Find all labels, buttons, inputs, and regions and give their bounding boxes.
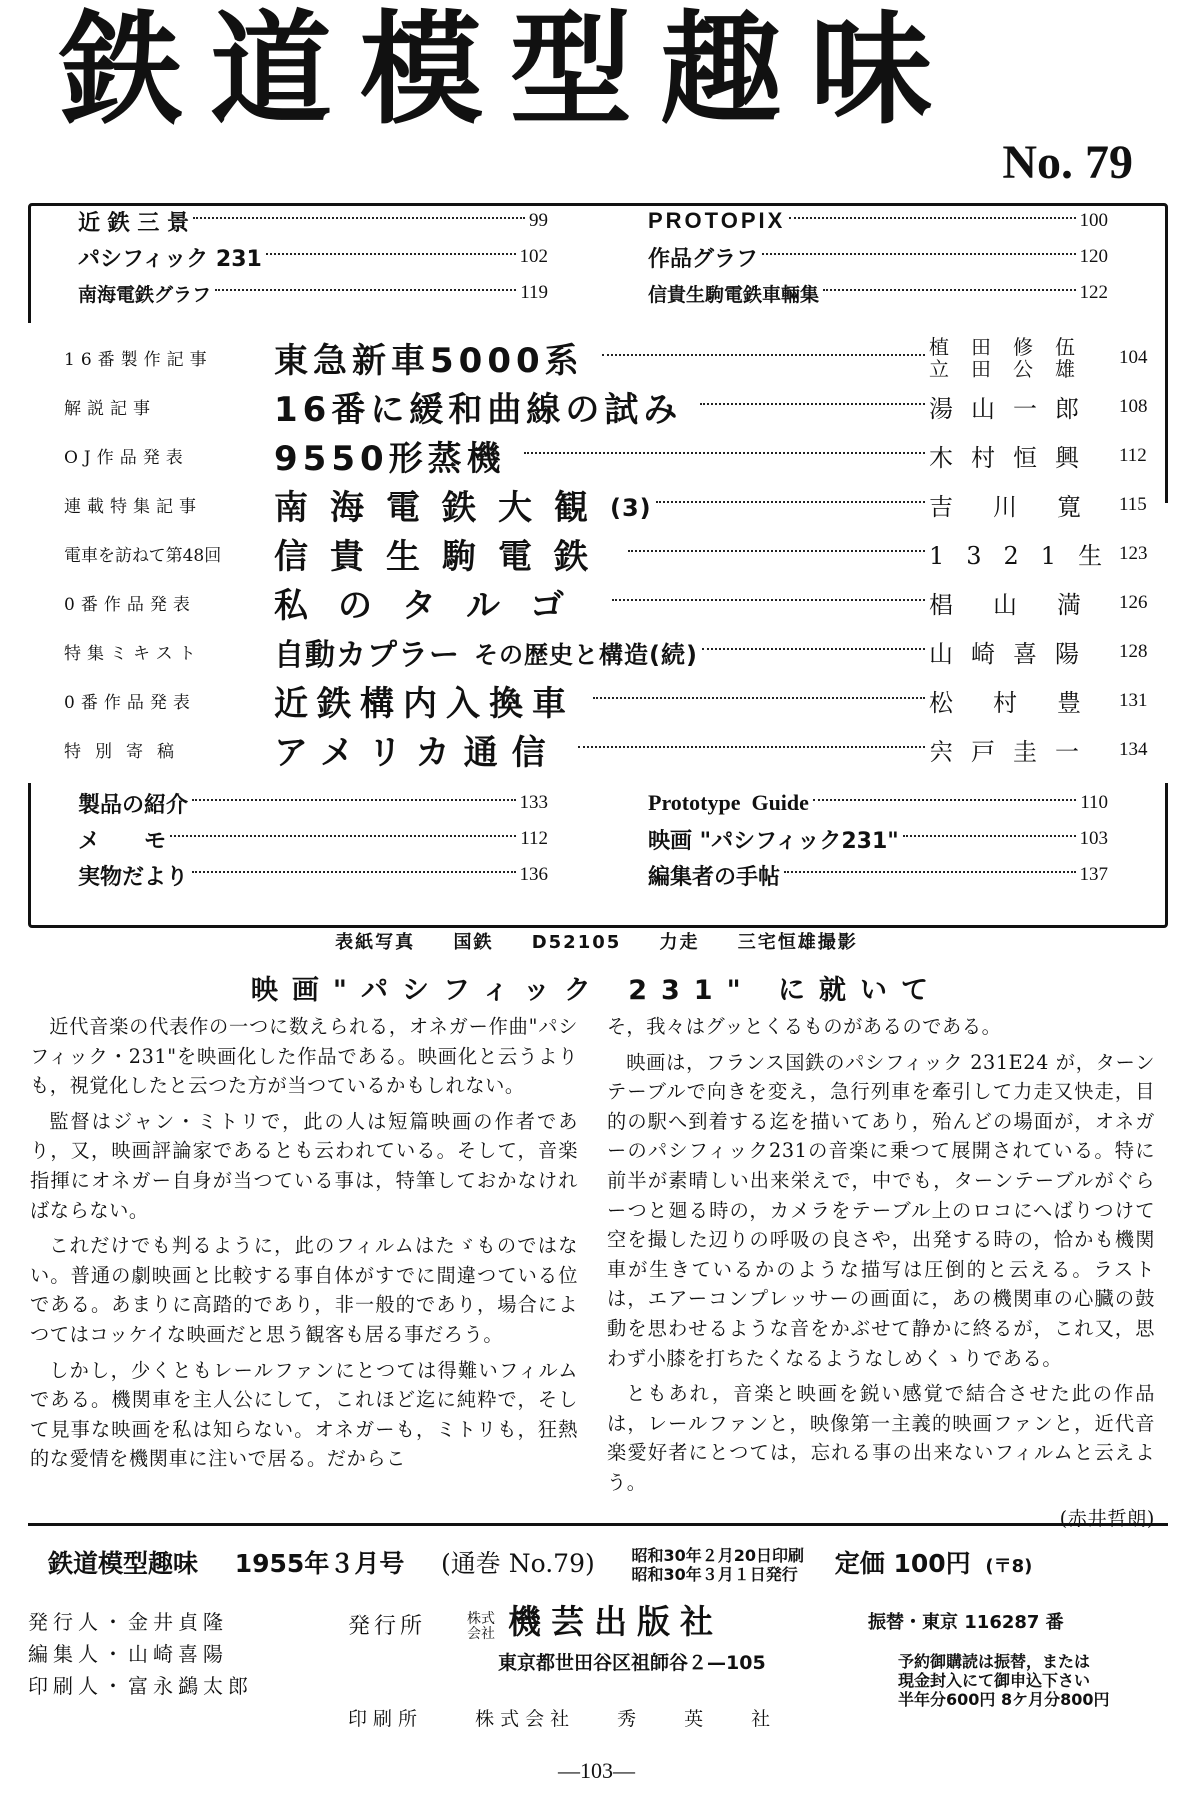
feature-page: 126 (1119, 591, 1148, 613)
dot-leader (813, 799, 1076, 801)
feature-category: 電車を訪ねて第48回 (64, 546, 222, 566)
dot-leader (628, 550, 925, 552)
dot-leader (215, 289, 516, 291)
feature-row (34, 725, 1174, 774)
feature-row (34, 480, 1174, 529)
article-column-left (30, 1012, 578, 1512)
toc-entry (78, 860, 548, 891)
article-title: 映画"パシフィック 231" に就いて (250, 975, 943, 1006)
toc-title: Prototype Guide (648, 790, 809, 815)
subscription-line: 半年分600円 8ケ月分800円 (898, 1690, 1110, 1709)
contents-bottom-block (78, 785, 1138, 893)
feature-category: 0番作品発表 (64, 595, 196, 615)
feature-row (34, 529, 1174, 578)
dot-leader (602, 354, 925, 356)
printer-name: 株式会社 秀 英 社 (475, 1708, 777, 1730)
article-paragraph: 監督はジャン・ミトリで，此の人は短篇映画の作者であり，又，映画評論家であるとも云われている。そして，音楽指揮にオネガー自身が当つている事は，特筆しておかなければならない。 (30, 1109, 578, 1222)
feature-title: 南海電鉄大観 (274, 488, 610, 528)
feature-page: 104 (1119, 346, 1148, 368)
feature-row (34, 676, 1174, 725)
feature-category: 解説記事 (64, 399, 156, 419)
feature-subtitle: (3) (610, 493, 652, 522)
dot-leader (593, 697, 925, 699)
publisher-label: 発行所 (348, 1614, 427, 1639)
toc-page: 119 (520, 282, 548, 303)
feature-page: 108 (1119, 395, 1148, 417)
toc-entry (78, 824, 548, 855)
feature-title: アメリカ通信 (274, 733, 560, 773)
toc-title: 映画 "パシフィック231" (648, 828, 899, 854)
subscription-line: 現金封入にて御申込下さい (898, 1671, 1091, 1690)
feature-page: 115 (1119, 493, 1147, 515)
article-paragraph: 映画は，フランス国鉄のパシフィック 231E24 が，ターンテーブルで向きを変え，急行列車を牽引して力走又快走，目的の駅へ到着する迄を描いてあり，殆んどの場面が，オネガーのパシフィック231の音楽に乗つて展開されている。特に前半が素晴しい出来栄えで，中でも，ターンテーブルがぐらーつと廻る時の，カメラをテーブル上のロコにへばりつけて空を撮した辺りの呼吸の良さや，出発する時の，恰かも機関車が生きているかのような描写は圧倒的と云える。ラストは，エアーコンプレッサーの画面に，あの機関車の心臓の鼓動を思わせるような音をかぶせて静かに終るが，これ又，思わず小膝を打ちたくなるようなしめくゝりである。 (607, 1050, 1155, 1370)
feature-author: 木村恒興 (929, 444, 1097, 472)
toc-entry (648, 824, 1108, 855)
dot-leader (266, 253, 516, 255)
toc-entry (78, 206, 548, 237)
publish-date: 昭和30年３月１日発行 (631, 1565, 798, 1584)
article-paragraph: しかし，少くともレールファンにとつては得難いフィルムである。機関車を主人公にして，これほど迄に純粋で，そして見事な映画を私は知らない。オネガーも，ミトリも，狂熱的な愛情を機関車に注いで居る。だからこ (30, 1358, 578, 1471)
publisher (348, 1596, 723, 1643)
toc-page: 110 (1080, 792, 1108, 813)
contents-row (78, 785, 1138, 821)
feature-title: 近鉄構内入換車 (274, 684, 575, 724)
dot-leader (193, 217, 525, 219)
article-paragraph: ともあれ，音楽と映画を鋭い感覚で結合させた此の作品は，レールファンと，映像第一主義的映画ファンと，近代音楽愛好者にとつては，忘れる事の出来ないフィルムと云えよう。 (607, 1382, 1155, 1494)
colophon (28, 1523, 1168, 1746)
feature-row (34, 382, 1174, 431)
feature-title: 9550形蒸機 (274, 439, 506, 479)
toc-title: メ モ (78, 828, 167, 854)
table-of-contents (28, 203, 1168, 928)
toc-title: 信貴生駒電鉄車輛集 (648, 283, 820, 306)
feature-page: 134 (1119, 738, 1148, 760)
page-number: —103— (558, 1758, 635, 1783)
printer-label: 印刷所 (348, 1708, 424, 1730)
postal-transfer: 振替・東京 116287 番 (868, 1612, 1064, 1633)
toc-entry (648, 208, 1108, 234)
feature-author: 湯山一郎 (929, 395, 1097, 423)
feature-author: 松村豊 (929, 689, 1121, 717)
colophon-header (48, 1544, 1060, 1584)
toc-page: 120 (1079, 246, 1108, 267)
dot-leader (524, 452, 925, 454)
feature-page: 128 (1119, 640, 1148, 662)
dot-leader (903, 835, 1076, 837)
colophon-magazine: 鉄道模型趣味 (48, 1549, 199, 1578)
feature-subtitle: その歴史と構造(続) (474, 640, 698, 669)
contents-row (78, 275, 1138, 311)
feature-title: 自動カプラー (274, 637, 460, 673)
toc-entry (78, 242, 548, 273)
toc-page: 102 (519, 246, 548, 267)
feature-category: OJ作品発表 (64, 448, 189, 468)
toc-page: 112 (520, 828, 548, 849)
toc-title: PROTOPIX (648, 208, 786, 233)
cover-photo-caption: 表紙写真 国鉄 D52105 力走 三宅恒雄撮影 (335, 932, 858, 953)
print-date: 昭和30年２月20日印刷 (631, 1546, 805, 1565)
contents-row (78, 203, 1138, 239)
feature-row (34, 578, 1174, 627)
dot-leader (170, 835, 516, 837)
feature-category: 16番製作記事 (64, 350, 213, 370)
postage: (〒8) (985, 1556, 1033, 1577)
feature-title: 東急新車5000系 (274, 341, 584, 381)
toc-entry (648, 242, 1108, 273)
toc-title: 南海電鉄グラフ (78, 283, 212, 306)
feature-category: 連載特集記事 (64, 497, 202, 517)
feature-category: 特集ミキスト (64, 644, 202, 664)
feature-author: 吉川寛 (929, 493, 1121, 521)
colophon-dates (631, 1546, 804, 1584)
toc-entry (648, 280, 1108, 307)
article-paragraph: そ，我々はグッとくるものがあるのである。 (607, 1015, 1002, 1038)
toc-page: 122 (1079, 282, 1108, 303)
feature-page: 131 (1119, 689, 1148, 711)
toc-page: 136 (519, 864, 548, 885)
dot-leader (192, 871, 515, 873)
toc-title: パシフィック 231 (78, 246, 262, 272)
dot-leader (656, 501, 925, 503)
printer-person: 印刷人・富永鷁太郎 (28, 1674, 253, 1698)
toc-page: 103 (1079, 828, 1108, 849)
publisher-name: 機芸出版社 (508, 1602, 724, 1641)
feature-row (34, 333, 1174, 382)
dot-leader (578, 746, 925, 748)
feature-page: 123 (1119, 542, 1148, 564)
staff-list (28, 1606, 253, 1702)
feature-list (34, 333, 1174, 774)
dot-leader (784, 871, 1075, 873)
subscription-info (898, 1652, 1110, 1709)
feature-title: 私のタルゴ (274, 586, 594, 626)
toc-page: 100 (1079, 210, 1108, 231)
dot-leader (762, 253, 1075, 255)
feature-author: 椙山満 (929, 591, 1121, 619)
feature-author: 1321生 (929, 542, 1125, 570)
feature-category: 特別寄稿 (64, 742, 188, 762)
printer (348, 1704, 776, 1731)
article-credit: (赤井哲朗) (1059, 1506, 1155, 1530)
dot-leader (789, 217, 1075, 219)
feature-page: 112 (1119, 444, 1147, 466)
contents-row (78, 857, 1138, 893)
article-paragraph: 近代音楽の代表作の一つに数えられる，オネガー作曲"パシフィック・231"を映画化した作品である。映画化と云うよりも，視覚化したと云つた方が当つているかもしれない。 (30, 1015, 578, 1098)
toc-page: 99 (529, 210, 548, 231)
dot-leader (700, 403, 925, 405)
toc-title: 製品の紹介 (78, 792, 189, 818)
colophon-issue-date: 1955年３月号 (234, 1549, 405, 1578)
price: 定価 100円 (834, 1549, 971, 1578)
feature-author: 宍戸圭一 (929, 738, 1097, 766)
article-body (30, 1012, 1155, 1530)
toc-entry (648, 790, 1108, 816)
article-paragraph: これだけでも判るように，此のフィルムはたゞものではない。普通の劇映画と比較する事自体がすでに間違つている位である。あまりに高踏的であり，非一般的であり，場合によつてはコッケイな映画だと思う観客も居る事だろう。 (30, 1234, 578, 1346)
subscription-line: 予約御購読は振替，または (898, 1652, 1091, 1671)
dot-leader (823, 289, 1075, 291)
toc-entry (78, 788, 548, 819)
toc-title: 作品グラフ (648, 246, 759, 272)
feature-title: 信貴生駒電鉄 (274, 537, 610, 577)
toc-title: 近 鉄 三 景 (78, 210, 189, 236)
article-column-right (607, 1012, 1155, 1530)
contents-row (78, 821, 1138, 857)
toc-entry (78, 280, 548, 307)
toc-title: 編集者の手帖 (648, 864, 781, 890)
feature-category: 0番作品発表 (64, 693, 196, 713)
publisher-address: 東京都世田谷区祖師谷２—105 (498, 1652, 766, 1674)
editor-person: 編集人・山崎喜陽 (28, 1642, 228, 1666)
feature-title: 16番に緩和曲線の試み (274, 390, 683, 430)
contents-row (78, 239, 1138, 275)
feature-row (34, 627, 1174, 676)
colophon-volume: (通巻 No.79) (441, 1549, 595, 1578)
kabushiki-kaisha: 株式会社 (467, 1611, 496, 1642)
feature-row (34, 431, 1174, 480)
magazine-masthead: 鉄道模型趣味 (60, 0, 960, 141)
publisher-person: 発行人・金井貞隆 (28, 1610, 228, 1634)
toc-entry (648, 860, 1108, 891)
dot-leader (702, 648, 925, 650)
dot-leader (192, 799, 515, 801)
contents-top-block (78, 203, 1138, 311)
toc-title: 実物だより (78, 864, 189, 890)
issue-number: No. 79 (1002, 136, 1133, 189)
dot-leader (612, 599, 925, 601)
toc-page: 137 (1079, 864, 1108, 885)
frame-gap-left (24, 323, 34, 783)
feature-author: 山崎喜陽 (929, 640, 1097, 668)
feature-author: 植田修伍 立田公雄 (929, 334, 1097, 381)
toc-page: 133 (519, 792, 548, 813)
